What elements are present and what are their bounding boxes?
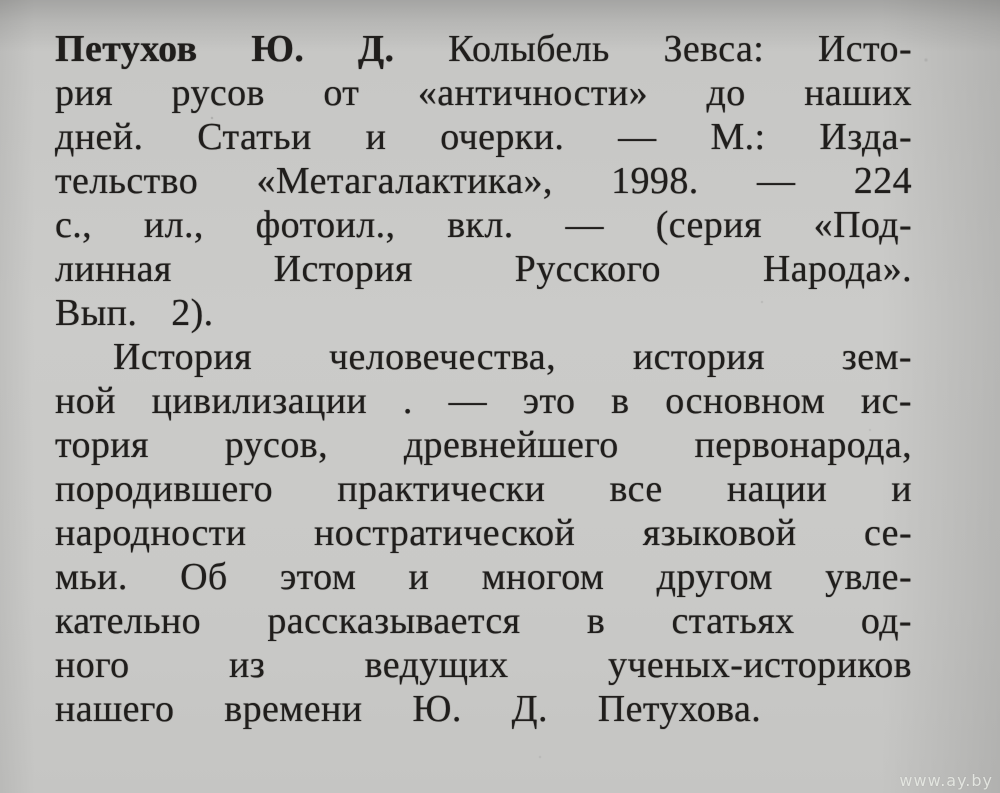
- bib-author-bold: Петухов Ю. Д.: [55, 28, 395, 70]
- text-line: мьи. Об этом и многом другом увле-: [55, 556, 912, 598]
- bib-author-line: [55, 27, 912, 71]
- text-line: рия русов от «античности» до наших: [55, 72, 912, 114]
- text-line: линная История Русского Народа».: [55, 248, 912, 290]
- text-line: ной цивилизации . — это в основном ис-: [55, 380, 912, 422]
- text-line: Вып. 2).: [55, 292, 214, 334]
- text-line: с., ил., фотоил., вкл. — (серия «Под-: [55, 204, 912, 246]
- text-line: кательно рассказывается в статьях од-: [55, 600, 912, 642]
- watermark: www.ay.by: [899, 771, 993, 790]
- bib-title-rest: Колыбель Зевса: Исто-: [394, 28, 912, 70]
- text-line: тория русов, древнейшего первонарода,: [55, 424, 912, 466]
- text-line: нашего времени Ю. Д. Петухова.: [55, 688, 762, 730]
- text-line: История человечества, история зем-: [113, 336, 912, 378]
- text-line: тельство «Метагалактика», 1998. — 224: [55, 160, 912, 202]
- text-line: ного из ведущих ученых-историков: [55, 644, 912, 686]
- text-line: дней. Статьи и очерки. — М.: Изда-: [55, 116, 912, 158]
- text-line: народности ностратической языковой се-: [55, 512, 912, 554]
- text-line: породившего практически все нации и: [55, 468, 912, 510]
- annotation-text-block: [55, 27, 912, 731]
